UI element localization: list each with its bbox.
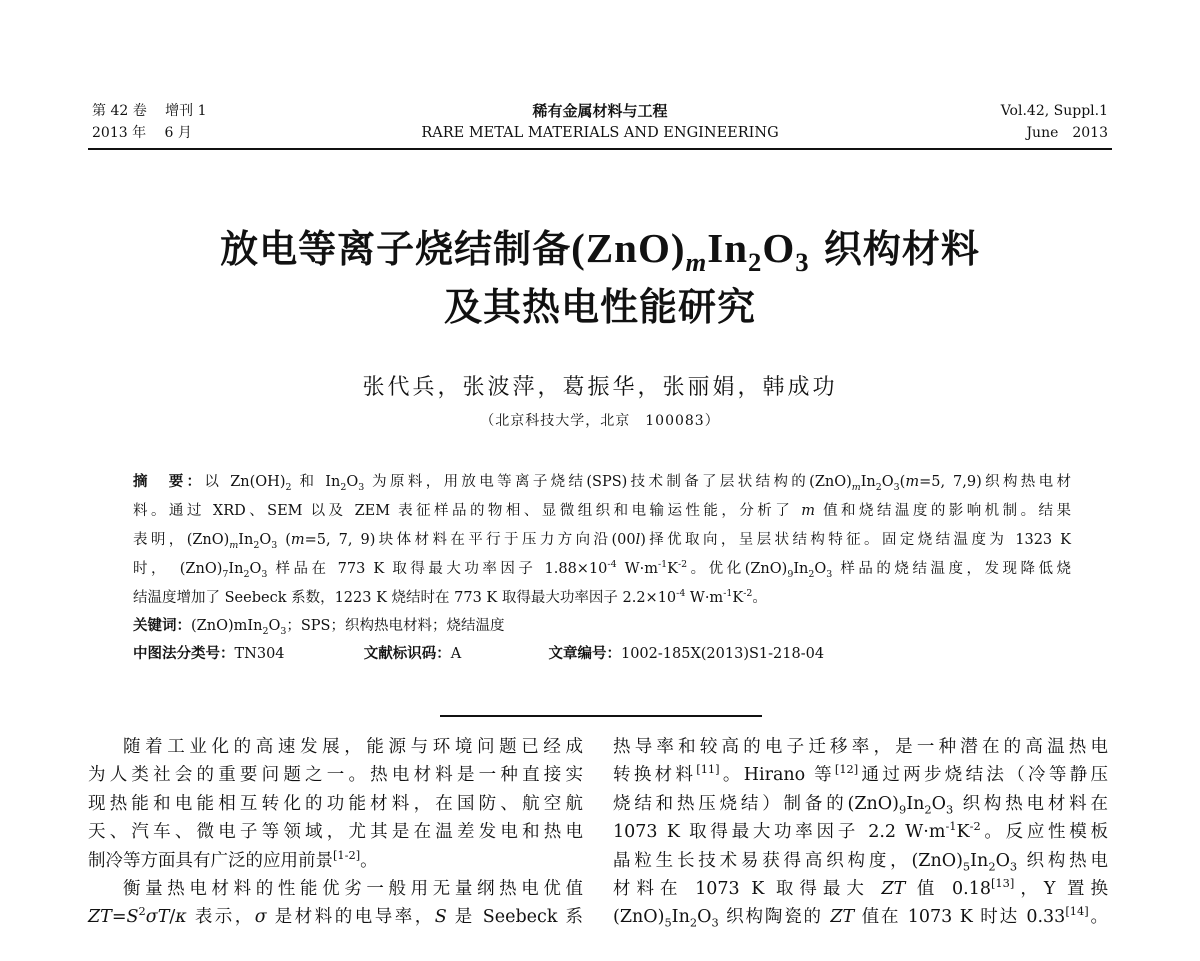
title-part: 织构材料 (809, 227, 980, 271)
body-text-line: 晶粒生长技术易获得高织构度，$(ZnO)_5In_2O_3$ 织构热电 (613, 850, 1108, 874)
body-text-line: $ZT=S^2\sigma T/\kappa$ 表示，σ 是材料的电导率，S 是 Seebeck 系 (88, 904, 583, 928)
abstract-text: 结温度增加了 Seebeck 系数，1223 K 烧结时在 773 K 取得最大功率因子 $2.2\times 10^{-4}$ $W\cdot m^{-1}K^{-2}$。 (133, 588, 767, 606)
abstract-line (133, 472, 1071, 492)
section-divider (440, 715, 762, 717)
abstract-line (133, 501, 1071, 521)
body-text-line: 天、汽车、微电子等领域，尤其是在温差发电和热电 (88, 822, 583, 843)
abstract-line (133, 588, 1071, 608)
abstract-text: 时， $(ZnO)_7In_2O_3$ 样品在 773 K 取得最大功率因子 $1.88\times 10^{-4}$ $W\cdot m^{-1}K^{-2}$。优化$(ZnO)_9In_2O_3$ 样品的烧结温度，发现降低烧 (133, 559, 1071, 580)
abstract-label: 摘 要： (133, 474, 205, 490)
clc-label: 中图法分类号： (133, 646, 235, 662)
classification-info (133, 644, 824, 664)
clc-value: TN304 (234, 646, 285, 662)
doc-code-label: 文献标识码： (363, 646, 451, 662)
body-text-line: 随着工业化的高速发展，能源与环境问题已经成 (123, 737, 583, 757)
body-column-right (613, 733, 1108, 932)
abstract-text: 料。通过 XRD、SEM 以及 ZEM 表征样品的物相、显微组织和电输运性能，分析了 m 值和烧结温度的影响机制。结果 (133, 503, 1072, 519)
title-part: 放电等离子烧结制备 (220, 227, 572, 271)
body-text-line: 制冷等方面具有广泛的应用前景[1-2]。 (88, 847, 378, 871)
title-formula: $(ZnO)_mIn_2O_3$ (571, 225, 810, 278)
body-text-line: 转换材料[11]。Hirano 等[12]通过两步烧结法（冷等静压 (613, 762, 1109, 786)
paper-title-line1 (0, 218, 1200, 278)
journal-name-en: RARE METAL MATERIALS AND ENGINEERING (421, 125, 779, 141)
header-rule (88, 148, 1112, 150)
body-text-line: $(ZnO)_5In_2O_3$ 织构陶瓷的 ZT 值在 1073 K 时达 0.33[14]。 (613, 904, 1108, 930)
abstract-line (133, 559, 1071, 579)
body-text-line: 衡量热电材料的性能优劣一般用无量纲热电优值 (123, 878, 583, 899)
date-en: June 2013 (1026, 125, 1108, 141)
keywords-value: $(ZnO)mIn_2O_3$；SPS；织构热电材料；烧结温度 (191, 618, 505, 637)
keywords (133, 616, 1071, 636)
volume-en: Vol.42, Suppl.1 (1000, 103, 1108, 119)
paper-title-line2: 及其热电性能研究 (443, 285, 756, 329)
doc-code-value: A (450, 646, 462, 662)
body-text-line: 为人类社会的重要问题之一。热电材料是一种直接实 (88, 765, 583, 786)
affiliation: （北京科技大学，北京 100083） (480, 413, 720, 429)
authors: 张代兵，张波萍，葛振华，张丽娟，韩成功 (362, 375, 838, 400)
journal-volume-en (1001, 100, 1108, 144)
year-month: 2013 年 6 月 (92, 125, 192, 141)
article-no-value: 1002-185X(2013)S1-218-04 (620, 646, 825, 662)
article-no-label: 文章编号： (548, 646, 621, 662)
keywords-label: 关键词： (133, 618, 191, 634)
volume-issue: 第 42 卷 增刊 1 (92, 103, 207, 119)
body-text-line: 材料在 1073 K 取得最大 ZT 值 0.18[13]，Y 置换 (613, 876, 1108, 899)
body-text-line: 现热能和电能相互转化的功能材料，在国防、航空航 (88, 793, 583, 814)
abstract-line (133, 530, 1071, 550)
body-text-line: 热导率和较高的电子迁移率，是一种潜在的高温热电 (613, 737, 1108, 757)
abstract-text: 以 $Zn(OH)_2$ 和 $In_2O_3$ 为原料，用放电等离子烧结(SPS)技术制备了层状结构的$(ZnO)_mIn_2O_3(m=5$, 7,9)织构热电材 (204, 474, 1072, 493)
journal-name-cn: 稀有金属材料与工程 (532, 102, 668, 120)
body-text-line: 1073 K 取得最大功率因子 2.2 $W\cdot m^{-1}K^{-2}$。反应性模板 (613, 819, 1108, 843)
abstract-text: 表明，$(ZnO)_mIn_2O_3$ (m=5, 7, 9)块体材料在平行于压力方向沿(00l)择优取向，呈层状结构特征。固定烧结温度为 1323 K (133, 532, 1071, 551)
body-text-line: 烧结和热压烧结）制备的$(ZnO)_9In_2O_3$ 织构热电材料在 (613, 793, 1109, 817)
body-column-left (88, 733, 583, 932)
